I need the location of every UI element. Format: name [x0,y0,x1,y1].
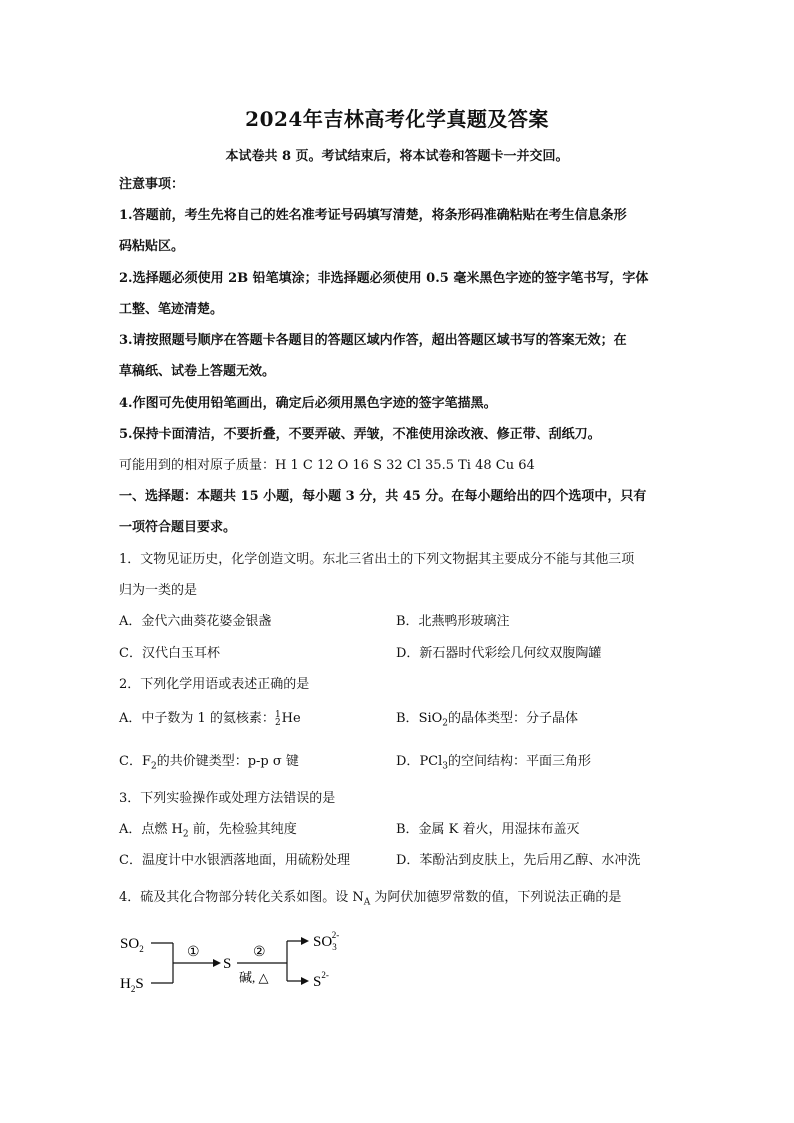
product-so3: $SO_32-$ [313,930,340,952]
atomic-number: 2 [274,717,281,728]
q2-option-b [396,710,578,733]
notice-heading: 注意事项： [119,177,185,192]
q1-option-a: A．金代六曲葵花婆金银盏 [119,614,272,629]
mass-number: 1 [274,709,281,720]
section-heading-cont: 一项符合题目要求。 [119,520,237,535]
subscript: A [363,897,371,908]
subscript: 2 [182,829,189,840]
q1-stem: 1．文物见证历史，化学创造文明。东北三省出土的下列文物据其主要成分不能与其他三项 [119,552,635,567]
notice-item: 2.选择题必须使用 2B 铅笔填涂；非选择题必须使用 0.5 毫米黑色字迹的签字笔书写，字体 [119,271,649,286]
reactant-so2: $SO_2$ [120,936,144,954]
notice-item: 3.请按照题号顺序在答题卡各题目的答题区域内作答，超出答题区域书写的答案无效；在 [119,333,627,348]
page-title: 2024年吉林高考化学真题及答案 [245,107,549,131]
q3-option-a [119,821,297,844]
q1-option-b: B．北燕鸭形玻璃注 [396,614,510,629]
q1-option-d: D．新石器时代彩绘几何纹双腹陶罐 [396,646,602,661]
notice-item: 1.答题前，考生先将自己的姓名准考证号码填写清楚，将条形码准确粘贴在考生信息条形 [119,208,627,223]
q2-option-a [119,710,301,728]
option-label: B． [396,711,419,726]
q4-stem-text: 为阿伏加德罗常数的值，下列说法正确的是 [370,890,622,905]
q4-stem [119,889,684,912]
q2-option-a-text: A．中子数为 1 的氦核素： [119,711,275,726]
q1-option-c: C．汉代白玉耳杯 [119,646,220,661]
q2-option-c [119,753,299,776]
option-label: D． [396,754,420,769]
section-heading: 一、选择题：本题共 15 小题，每小题 3 分，共 45 分。在每小题给出的四个选项中，只有 [119,489,647,504]
notice-item: 工整、笔迹清楚。 [119,302,224,317]
notice-item: 码粘贴区。 [119,239,185,254]
q3-stem: 3．下列实验操作或处理方法错误的是 [119,791,336,806]
page-subtitle: 本试卷共 8 页。考试结束后，将本试卷和答题卡一并交回。 [225,149,569,164]
option-text: 前，先检验其纯度 [188,822,297,837]
option-text: 的空间结构：平面三角形 [448,754,592,769]
formula: SiO [418,711,443,726]
option-label: C． [119,754,142,769]
atomic-masses: 可能用到的相对原子质量：H 1 C 12 O 16 S 32 Cl 35.5 Ti 48 Cu 64 [119,458,535,473]
notice-item: 5.保持卡面清洁，不要折叠，不要弄破、弄皱，不准使用涂改液、修正带、刮纸刀。 [119,427,601,442]
step-1-label: ① [187,945,200,960]
intermediate-s: S [223,956,232,972]
sulfur-conversion-diagram [115,928,375,998]
arrowhead [301,937,309,945]
reactant-h2s: $H_2S$ [120,976,144,994]
step-2-label: ② [253,945,266,960]
q1-stem-cont: 归为一类的是 [119,583,198,598]
subscript: 3 [442,761,449,772]
notice-item: 草稿纸、试卷上答题无效。 [119,364,276,379]
notice-item: 4.作图可先使用铅笔画出，确定后必须用黑色字迹的签字笔描黑。 [119,396,497,411]
subscript: 2 [150,761,157,772]
q3-option-c: C．温度计中水银洒落地面，用硫粉处理 [119,853,350,868]
q2-stem: 2．下列化学用语或表述正确的是 [119,677,310,692]
option-text: 的晶体类型：分子晶体 [448,711,579,726]
subscript: 2 [442,718,449,729]
q3-option-d: D．苯酚沾到皮肤上，先后用乙醇、水冲洗 [396,853,641,868]
formula: PCl [419,754,443,769]
q2-option-d [396,753,591,776]
option-text: A．点燃 H [119,822,183,837]
q4-stem-text: 4．硫及其化合物部分转化关系如图。设 N [119,890,364,905]
arrowhead [301,977,309,985]
step-2-condition: 碱, △ [239,970,269,985]
q3-option-b: B．金属 K 着火，用湿抹布盖灭 [396,822,580,837]
option-text: 的共价键类型：p-p σ 键 [156,754,299,769]
element-symbol: He [281,711,301,726]
formula: F [141,754,151,769]
isotope-notation [275,711,281,727]
product-s2: $S^{2-}$ [313,970,329,990]
arrowhead [213,959,221,967]
